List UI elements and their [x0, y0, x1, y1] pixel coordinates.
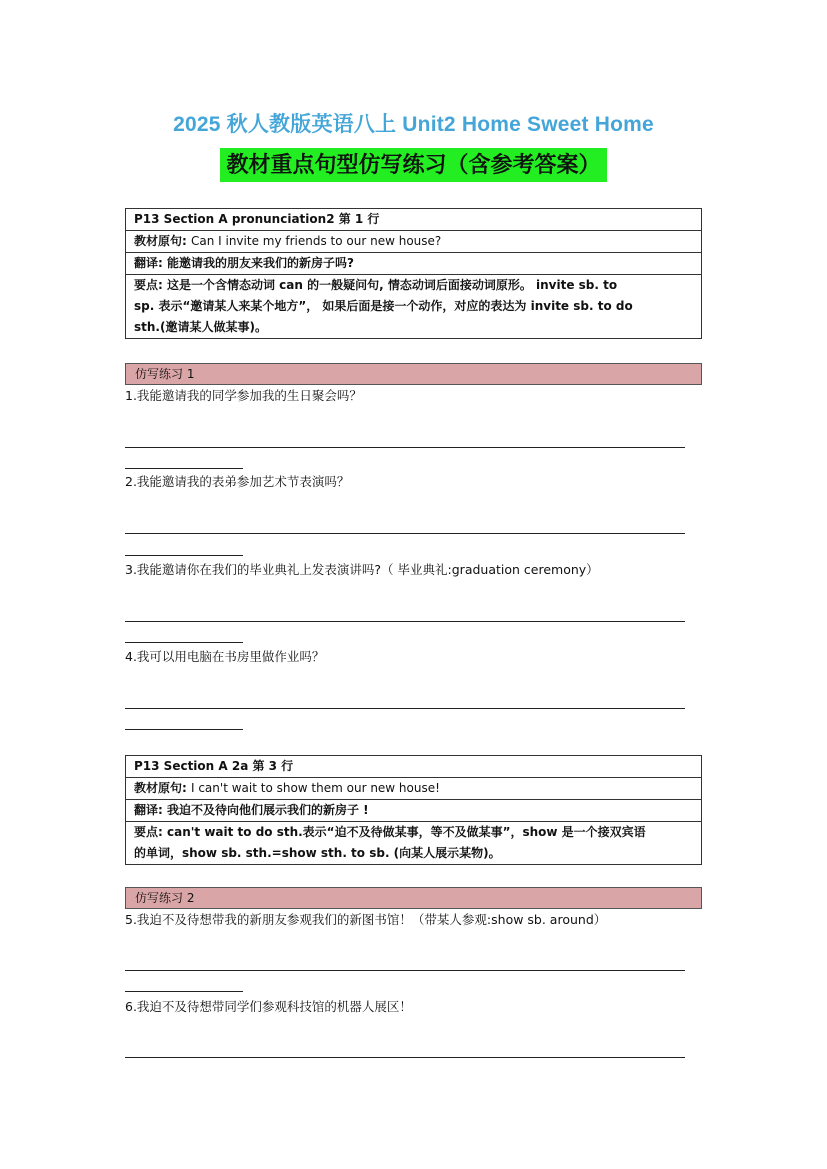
- key-point-line: sp. 表示“邀请某人来某个地方”， 如果后面是接一个动作，对应的表达为 invite sb. to do: [134, 299, 633, 313]
- original-text: Can I invite my friends to our new house?: [190, 234, 442, 248]
- page-subtitle: 教材重点句型仿写练习（含参考答案）: [220, 148, 606, 182]
- key-point-row: [126, 822, 701, 864]
- answer-line[interactable]: [125, 970, 685, 971]
- question-4: 4.我可以用电脑在书房里做作业吗？: [125, 649, 325, 664]
- question-3: 3.我能邀请你在我们的毕业典礼上发表演讲吗?（ 毕业典礼:graduation ceremony）: [125, 562, 599, 577]
- original-text: I can't wait to show them our new house!: [190, 781, 440, 795]
- page-title: 2025 秋人教版英语八上 Unit2 Home Sweet Home: [173, 113, 654, 136]
- translation-row: 翻译: 我迫不及待向他们展示我们的新房子 !: [126, 800, 701, 822]
- key-sentence-box-2: [125, 755, 702, 865]
- subtitle-wrapper: [0, 148, 827, 182]
- answer-line[interactable]: [125, 621, 685, 622]
- question-2: 2.我能邀请我的表弟参加艺术节表演吗？: [125, 474, 350, 489]
- answer-line[interactable]: [125, 533, 685, 534]
- source-row: P13 Section A pronunciation2 第 1 行: [126, 209, 701, 231]
- key-sentence-box-1: [125, 208, 702, 339]
- original-label: 教材原句:: [134, 781, 191, 795]
- key-point-line: 要点: can't wait to do sth.表示“迫不及待做某事，等不及做某事”，show 是一个接双宾语: [134, 825, 646, 839]
- answer-line[interactable]: [125, 468, 243, 469]
- key-point-line: sth.(邀请某人做某事)。: [134, 320, 267, 334]
- answer-line[interactable]: [125, 1057, 685, 1058]
- answer-line[interactable]: [125, 447, 685, 448]
- key-point-line: 要点: 这是一个含情态动词 can 的一般疑问句, 情态动词后面接动词原形。 invite sb. to: [134, 278, 618, 292]
- answer-line[interactable]: [125, 729, 243, 730]
- key-point-row: [126, 275, 701, 338]
- question-5: 5.我迫不及待想带我的新朋友参观我们的新图书馆！（带某人参观:show sb. around）: [125, 912, 607, 927]
- key-point-line: 的单词，show sb. sth.=show sth. to sb. (向某人展示某物)。: [134, 846, 501, 860]
- answer-line[interactable]: [125, 708, 685, 709]
- practice-heading-1: 仿写练习 1: [125, 363, 702, 385]
- source-row: P13 Section A 2a 第 3 行: [126, 756, 701, 778]
- original-sentence-row: [126, 778, 701, 800]
- practice-heading-2: 仿写练习 2: [125, 887, 702, 909]
- answer-line[interactable]: [125, 642, 243, 643]
- translation-row: 翻译: 能邀请我的朋友来我们的新房子吗?: [126, 253, 701, 275]
- original-sentence-row: [126, 231, 701, 253]
- original-label: 教材原句:: [134, 234, 191, 248]
- answer-line[interactable]: [125, 991, 243, 992]
- answer-line[interactable]: [125, 555, 243, 556]
- question-6: 6.我迫不及待想带同学们参观科技馆的机器人展区！: [125, 999, 412, 1014]
- question-1: 1.我能邀请我的同学参加我的生日聚会吗？: [125, 388, 362, 403]
